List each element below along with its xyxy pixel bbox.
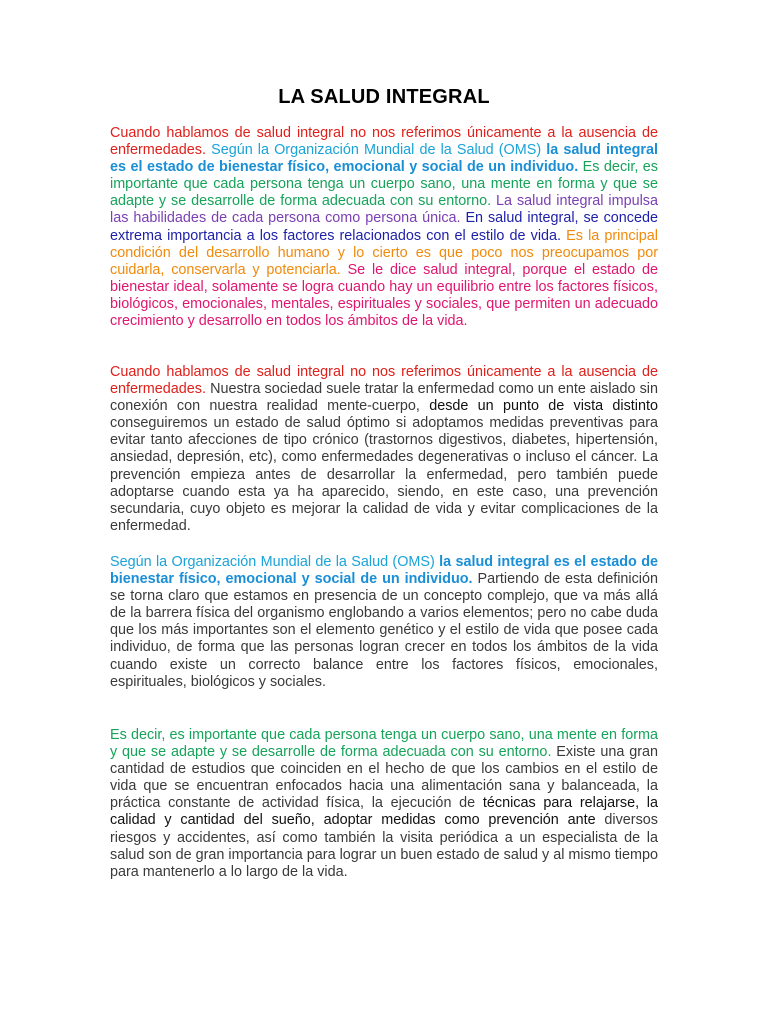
text-segment: técnicas para relajarse, la calidad y cantidad del sueño, adoptar medidas como prevención ante — [110, 795, 658, 829]
text-segment: Cuando hablamos de salud integral no nos referimos únicamente a la ausencia de enfermedades. — [110, 125, 658, 159]
text-segment: diversos riesgos y accidentes, así como también la visita periódica a un especialista de la salud son de gran importancia para lograr un buen estado de salud y al mismo tiempo para mantenerlo a lo largo de la vida. — [110, 812, 658, 880]
text-segment: Es la principal condición del desarrollo humano y lo cierto es que poco nos preocupamos por cuidarla, conservarla y potenciarla. — [110, 227, 658, 278]
text-segment: conseguiremos un estado de salud óptimo si adoptamos medidas preventivas para evitar tanto afecciones de tipo crónico (trastornos digestivos, diabetes, hipertensión, ansiedad, depresión, etc), como enfermedades degenerativas o incluso el cáncer. La prevención empieza antes de desarrollar la enfermedad, pero también puede adoptarse cuando esta ya ha aparecido, siendo, en este caso, una prevención secundaria, cuyo objeto es mejorar la calidad de vida y evitar complicaciones de la enfermedad. — [110, 415, 658, 534]
paragraph-3 — [110, 554, 658, 691]
text-segment: La salud integral impulsa las habilidades de cada persona como persona única. — [110, 193, 658, 227]
text-segment: Según la Organización Mundial de la Salud (OMS) — [211, 142, 547, 159]
document-title: LA SALUD INTEGRAL — [278, 86, 490, 108]
text-segment: Según la Organización Mundial de la Salud (OMS) — [110, 554, 440, 570]
text-segment: Partiendo de esta definición se torna claro que estamos en presencia de un concepto complejo, que va más allá de la barrera física del organismo englobando a varios elementos; pero no cabe duda que los más importantes son el elemento genético y el estilo de vida que posee cada individuo, de forma que las personas logran crecer en todos los ámbitos de la vida cuando existe un correcto balance entre los factores físicos, emocionales, espirituales, biológicos y sociales. — [110, 571, 658, 690]
text-segment: Cuando hablamos de salud integral no nos referimos únicamente a la ausencia de enfermedades. — [110, 364, 658, 398]
text-segment: En salud integral, se concede extrema importancia a los factores relacionados con el estilo de vida. — [110, 210, 658, 244]
text-segment: Existe una gran cantidad de estudios que coinciden en el hecho de que los cambios en el estilo de vida que se encuentran enfocados hacia una alimentación sana y balanceada, la práctica constante de actividad física, la ejecución de — [110, 744, 658, 812]
paragraph-4 — [110, 727, 658, 881]
paragraph-1 — [110, 125, 658, 330]
paragraph-2 — [110, 364, 658, 535]
text-segment: la salud integral es el estado de bienestar físico, emocional y social de un individuo. — [110, 142, 658, 176]
text-segment: Es decir, es importante que cada persona tenga un cuerpo sano, una mente en forma y que se adapte y se desarrolle de forma adecuada con su entorno. — [110, 159, 658, 210]
text-segment: la salud integral es el estado de bienestar físico, emocional y social de un individuo. — [110, 554, 658, 588]
text-segment: Es decir, es importante que cada persona tenga un cuerpo sano, una mente en forma y que se adapte y se desarrolle de forma adecuada con su entorno. — [110, 727, 658, 761]
text-segment: Nuestra sociedad suele tratar la enfermedad como un ente aislado sin conexión con nuestra realidad mente-cuerpo, — [110, 381, 659, 415]
text-segment: desde un punto de vista distinto — [429, 398, 658, 415]
text-segment: Se le dice salud integral, porque el estado de bienestar ideal, solamente se logra cuando hay un equilibrio entre los factores físicos, biológicos, emocionales, mentales, espirituales y sociales, que permiten un adecuado crecimiento y desarrollo en todos los ámbitos de la vida. — [110, 261, 658, 330]
